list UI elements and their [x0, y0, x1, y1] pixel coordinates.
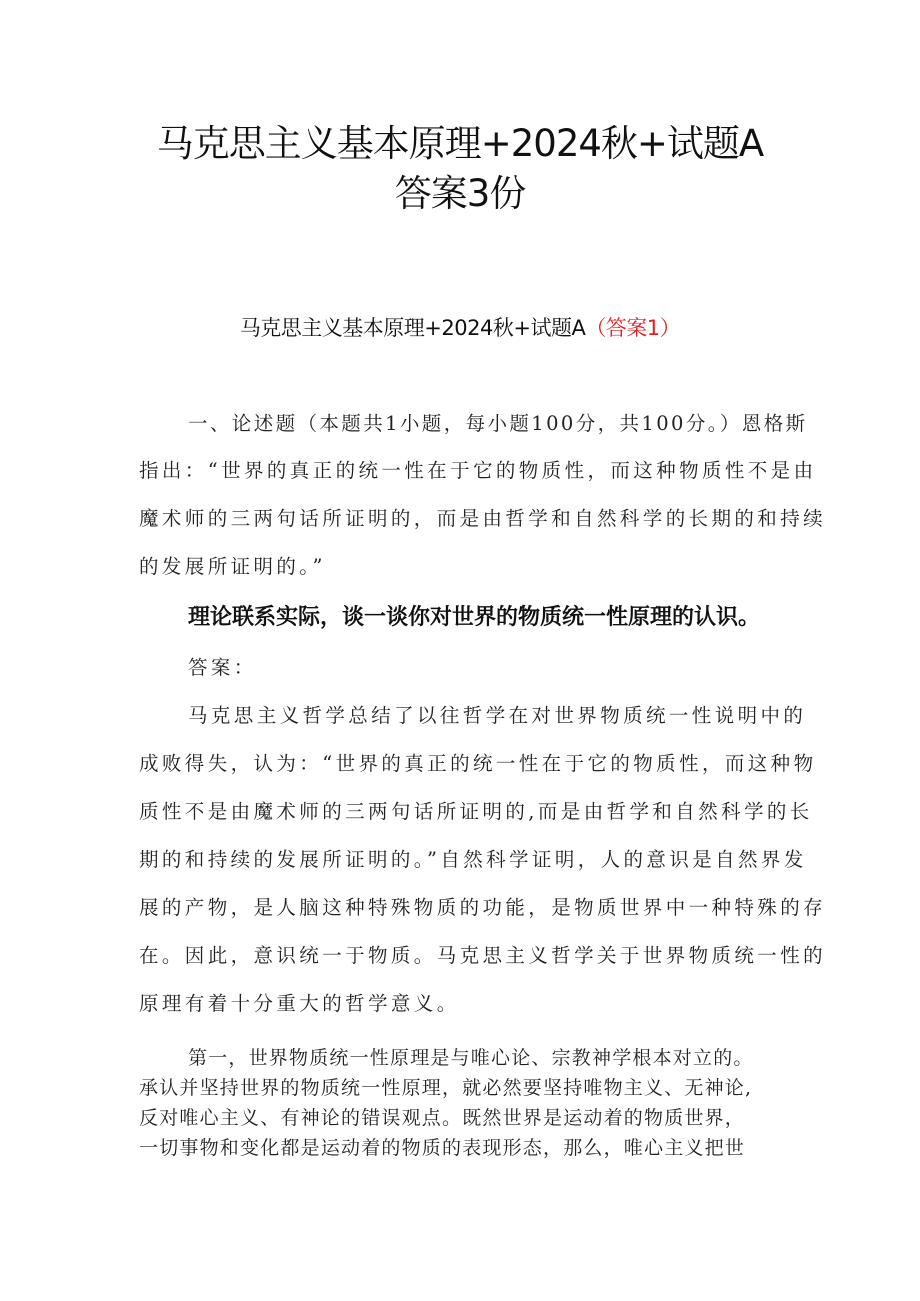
answer-line: 一切事物和变化都是运动着的物质的表现形态，那么，唯心主义把世	[139, 1137, 746, 1159]
answer-line: 反对唯心主义、有神论的错误观点。既然世界是运动着的物质世界，	[139, 1107, 746, 1129]
section-subtitle	[0, 312, 920, 342]
answer-line: 质性不是由魔术师的三两句话所证明的,而是由哲学和自然科学的长	[139, 800, 813, 823]
answer-line: 原理有着十分重大的哲学意义。	[139, 992, 460, 1015]
question-line: 的发展所证明的。”	[139, 555, 326, 578]
answer-line: 在。因此，意识统一于物质。马克思主义哲学关于世界物质统一性的	[139, 944, 827, 967]
question-prompt: 理论联系实际，谈一谈你对世界的物质统一性原理的认识。	[188, 605, 761, 630]
subtitle-main: 马克思主义基本原理+2024秋+试题A	[239, 316, 586, 340]
answer-line: 承认并坚持世界的物质统一性原理，就必然要坚持唯物主义、无神论,	[139, 1077, 753, 1099]
question-line: 一、论述题（本题共1小题，每小题100分，共100分。）恩格斯	[188, 412, 808, 435]
answer-line: 期的和持续的发展所证明的。”自然科学证明，人的意识是自然界发	[139, 848, 807, 871]
document-title-line-2: 答案3份	[394, 172, 526, 215]
question-line: 指出：“世界的真正的统一性在于它的物质性，而这种物质性不是由	[139, 459, 817, 482]
answer-line: 第一，世界物质统一性原理是与唯心论、宗教神学根本对立的。	[188, 1047, 754, 1069]
document-title-line-1: 马克思主义基本原理+2024秋+试题A	[156, 122, 764, 165]
subtitle-answer-tag: （答案1）	[585, 316, 681, 340]
answer-line: 成败得失，认为：“世界的真正的统一性在于它的物质性，而这种物	[139, 752, 817, 775]
question-line: 魔术师的三两句话所证明的，而是由哲学和自然科学的长期的和持续	[139, 507, 827, 530]
answer-label: 答案：	[188, 656, 257, 679]
answer-line: 马克思主义哲学总结了以往哲学在对世界物质统一性说明中的	[188, 704, 807, 727]
answer-line: 展的产物，是人脑这种特殊物质的功能，是物质世界中一种特殊的存	[139, 896, 827, 919]
